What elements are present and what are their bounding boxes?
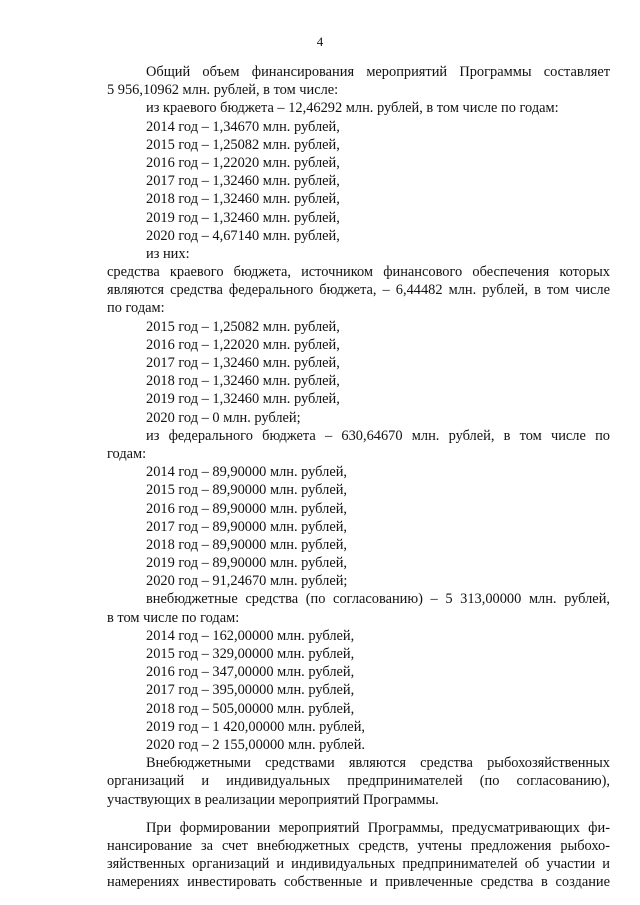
text-line: средства краевого бюджета, источником финансового обеспечения которых xyxy=(107,264,610,281)
text-line: 2020 год – 91,24670 млн. рублей; xyxy=(146,573,348,590)
text-line: 2020 год – 2 155,00000 млн. рублей. xyxy=(146,736,365,753)
text-line: намерениях инвестировать собственные и привлеченные средства в создание xyxy=(107,874,610,891)
text-line: 2019 год – 1,32460 млн. рублей, xyxy=(146,391,340,408)
text-line: Общий объем финансирования мероприятий Программы составляет xyxy=(146,64,610,80)
text-line: 2015 год – 329,00000 млн. рублей, xyxy=(146,646,355,662)
text-line: из краевого бюджета – 12,46292 млн. рублей, в том числе по годам: xyxy=(146,100,559,117)
text-line: по годам: xyxy=(107,300,165,317)
text-line: Внебюджетными средствами являются средства рыбохозяйственных xyxy=(146,755,610,772)
text-line: 2015 год – 89,90000 млн. рублей, xyxy=(146,482,348,499)
text-line: 2018 год – 1,32460 млн. рублей, xyxy=(146,191,340,208)
text-line: 2020 год – 4,67140 млн. рублей, xyxy=(146,227,340,244)
text-line: 2016 год – 1,22020 млн. рублей, xyxy=(146,154,340,171)
text-line: 2015 год – 1,25082 млн. рублей, xyxy=(146,318,340,335)
document-body xyxy=(107,63,610,891)
text-line: 2019 год – 89,90000 млн. рублей, xyxy=(146,555,348,572)
text-line: внебюджетные средства (по согласованию) – 5 313,00000 млн. рублей, xyxy=(146,591,610,608)
text-line: 2014 год – 162,00000 млн. рублей, xyxy=(146,627,355,644)
text-line: 2018 год – 505,00000 млн. рублей, xyxy=(146,700,355,717)
text-line: 5 956,10962 млн. рублей, в том числе: xyxy=(107,82,339,99)
text-line: годам: xyxy=(107,445,147,462)
text-line: участвующих в реализации мероприятий Программы. xyxy=(107,791,439,808)
text-line: 2017 год – 1,32460 млн. рублей, xyxy=(146,355,340,371)
text-line: из них: xyxy=(146,245,190,262)
text-line: 2018 год – 1,32460 млн. рублей, xyxy=(146,373,340,390)
text-line: 2018 год – 89,90000 млн. рублей, xyxy=(146,536,348,553)
paragraph-gap xyxy=(107,809,610,819)
text-line: в том числе по годам: xyxy=(107,609,240,626)
text-line: 2019 год – 1 420,00000 млн. рублей, xyxy=(146,718,365,735)
text-line: организаций и индивидуальных предпринимателей (по согласованию), xyxy=(107,773,610,790)
page-number: 4 xyxy=(316,34,324,49)
text-line: 2017 год – 1,32460 млн. рублей, xyxy=(146,173,340,190)
text-line: являются средства федерального бюджета, – 6,44482 млн. рублей, в том числе xyxy=(107,282,610,299)
text-line: 2016 год – 1,22020 млн. рублей, xyxy=(146,336,340,353)
text-line: нансирование за счет внебюджетных средств, учтены предложения рыбохо- xyxy=(107,837,610,854)
text-line: 2016 год – 347,00000 млн. рублей, xyxy=(146,664,355,681)
text-line: 2017 год – 395,00000 млн. рублей, xyxy=(146,682,355,699)
text-line: 2017 год – 89,90000 млн. рублей, xyxy=(146,518,348,535)
text-line: При формировании мероприятий Программы, предусматривающих фи- xyxy=(146,819,610,836)
text-line: 2016 год – 89,90000 млн. рублей, xyxy=(146,500,348,517)
text-line: 2014 год – 89,90000 млн. рублей, xyxy=(146,464,348,481)
text-line: из федерального бюджета – 630,64670 млн. рублей, в том числе по xyxy=(146,427,610,444)
text-line: 2014 год – 1,34670 млн. рублей, xyxy=(146,118,340,135)
text-line: 2019 год – 1,32460 млн. рублей, xyxy=(146,209,340,226)
text-line: 2020 год – 0 млн. рублей; xyxy=(146,409,301,426)
text-line: зяйственных организаций и индивидуальных предпринимателей об участии и xyxy=(107,856,610,873)
text-line: 2015 год – 1,25082 млн. рублей, xyxy=(146,136,340,153)
